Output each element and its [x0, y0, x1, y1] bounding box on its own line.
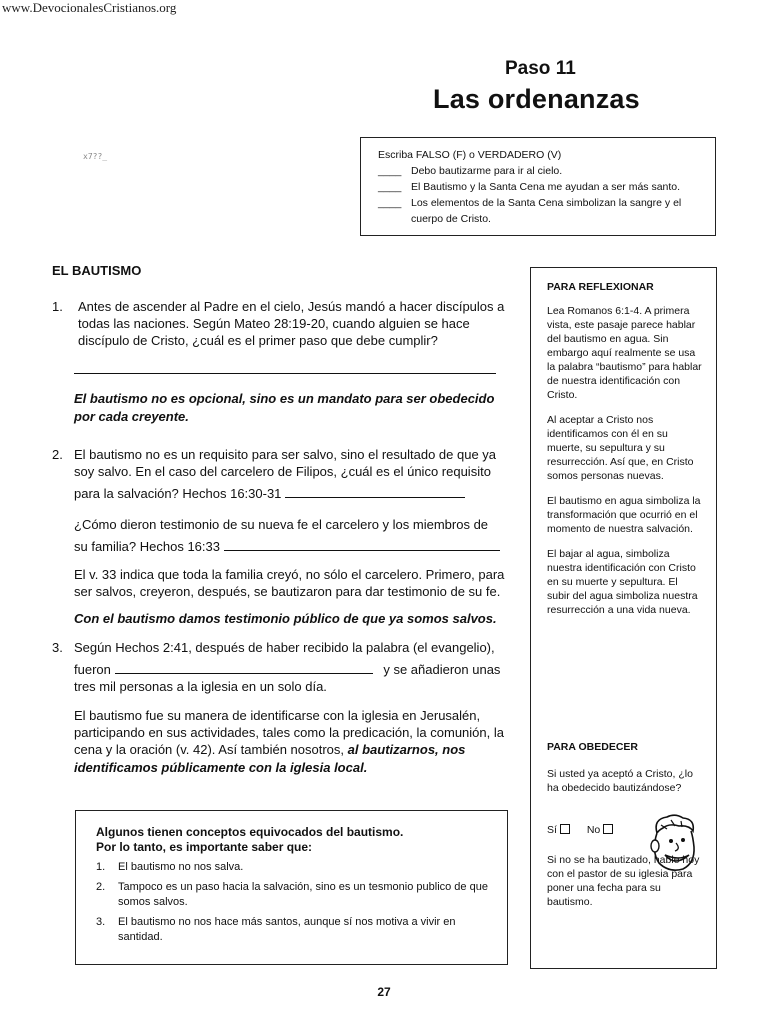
question-number: 2.	[52, 447, 63, 462]
reflect-paragraph: Al aceptar a Cristo nos identificamos con él en su muerte, su sepultura y su resurrección. Así que, en Cristo somos personas nuevas.	[547, 414, 694, 482]
note-text: El v. 33 indica que toda la familia creyó, no sólo el carcelero. Primero, para ser salvos, creyeron, después, se bautizaron para dar testimonio de su fe.	[74, 567, 505, 599]
note-text: El bautismo fue su manera de identificarse con la iglesia en Jerusalén, participando en sus actividades, tales como la predicación, la comunión, la cena y la oración (v. 42). Así también nosotros,	[74, 708, 504, 757]
question-number: 3.	[52, 640, 63, 655]
main-column	[52, 262, 507, 777]
list-item	[96, 915, 489, 945]
quiz-item	[378, 179, 705, 195]
page-number: 27	[377, 985, 391, 999]
reflect-paragraph: Lea Romanos 6:1-4. A primera vista, este pasaje parece hablar del bautismo en agua. Sin embargo aquí realmente se usa la palabra “bautismo” para hablar de nuestra identificación con Cristo.	[547, 305, 702, 401]
obey-question: Si usted ya aceptó a Cristo, ¿lo ha obedecido bautizándose?	[547, 768, 693, 794]
handwritten-scribble: x7??_	[83, 152, 108, 161]
answer-line[interactable]	[224, 538, 500, 551]
answer-blank[interactable]: ____	[378, 181, 402, 193]
list-number: 3.	[96, 916, 106, 928]
answer-line[interactable]	[115, 661, 373, 674]
reflect-paragraph: El bajar al agua, simboliza nuestra identificación con Cristo en su muerte y sepultura. El subir del agua simboliza nuestra resurrección a una vida nueva.	[547, 548, 698, 616]
sidebar-box	[530, 267, 717, 969]
box-heading: Algunos tienen conceptos equivocados del bautismo.	[96, 825, 404, 839]
section-heading: EL BAUTISMO	[52, 263, 142, 278]
question-text-end: para la salvación? Hechos 16:30-31	[74, 486, 282, 501]
box-heading: Por lo tanto, es importante saber que:	[96, 840, 313, 854]
obey-note: Si no se ha bautizado, hable hoy con el pastor de su iglesia para poner una fecha para su bautismo.	[547, 854, 700, 908]
emphasis-text: al bautizarnos, nos identificamos públicamente con la iglesia local.	[74, 742, 466, 775]
question-text-end: tres mil personas a la iglesia en un solo día.	[74, 679, 327, 694]
answer-blank[interactable]: ____	[378, 165, 402, 177]
list-item	[96, 880, 489, 910]
fill-end: y se añadieron unas	[383, 662, 501, 677]
question-text: Antes de ascender al Padre en el cielo, Jesús mandó a hacer discípulos a todas las naciones. Según Mateo 28:19-20, cuando alguien se hace discípulo de Cristo, ¿cuál es el primer paso que debe cumplir?	[78, 299, 505, 348]
yes-checkbox[interactable]	[560, 824, 570, 834]
reflect-paragraph: El bautismo en agua simboliza la transformación que ocurrió en el momento de nuestra salvación.	[547, 495, 701, 535]
fill-start: fueron	[74, 662, 111, 677]
question-1	[52, 298, 507, 426]
quiz-item	[378, 163, 705, 179]
yes-no-options	[547, 823, 613, 837]
sub-question-end: su familia? Hechos 16:33	[74, 539, 220, 554]
question-2	[52, 446, 507, 628]
emphasis-text: Con el bautismo damos testimonio público de que ya somos salvos.	[74, 611, 497, 626]
list-text: Tampoco es un paso hacia la salvación, sino es un tesmonio publico de que somos salvos.	[118, 881, 488, 908]
quiz-item-text: Debo bautizarme para ir al cielo.	[411, 165, 563, 177]
obey-heading: PARA OBEDECER	[547, 741, 639, 753]
misconceptions-box	[75, 810, 508, 965]
list-number: 2.	[96, 881, 106, 893]
list-text: El bautismo no nos hace más santos, aunque sí nos motiva a vivir en santidad.	[118, 916, 456, 943]
quiz-instruction: Escriba FALSO (F) o VERDADERO (V)	[378, 149, 562, 161]
quiz-item	[378, 195, 705, 227]
quiz-item-text: El Bautismo y la Santa Cena me ayudan a ser más santo.	[411, 181, 681, 193]
question-number: 1.	[52, 299, 63, 314]
question-text: Según Hechos 2:41, después de haber recibido la palabra (el evangelio),	[74, 640, 495, 655]
website-url: www.DevocionalesCristianos.org	[2, 0, 177, 15]
answer-line[interactable]	[285, 485, 465, 498]
question-text: El bautismo no es un requisito para ser salvo, sino el resultado de que ya soy salvo. En el caso del carcelero de Filipos, ¿cuál es el único requisito	[74, 447, 497, 479]
answer-line[interactable]	[74, 361, 496, 374]
question-3	[52, 639, 507, 777]
page-title: Las ordenanzas	[433, 84, 640, 114]
emphasis-text: El bautismo no es opcional, sino es un mandato para ser obedecido por cada creyente.	[74, 391, 495, 424]
reflect-heading: PARA REFLEXIONAR	[547, 281, 654, 293]
no-checkbox[interactable]	[603, 824, 613, 834]
true-false-quiz-box	[360, 137, 716, 236]
answer-blank[interactable]: ____	[378, 197, 402, 209]
list-text: El bautismo no nos salva.	[118, 861, 244, 873]
no-label: No	[586, 824, 601, 836]
list-item	[96, 860, 489, 875]
step-label: Paso 11	[505, 58, 576, 79]
yes-label: Sí	[547, 824, 557, 836]
quiz-item-text: Los elementos de la Santa Cena simbolizan la sangre y el cuerpo de Cristo.	[411, 197, 682, 225]
list-number: 1.	[96, 861, 106, 873]
sub-question: ¿Cómo dieron testimonio de su nueva fe el carcelero y los miembros de	[74, 517, 489, 532]
